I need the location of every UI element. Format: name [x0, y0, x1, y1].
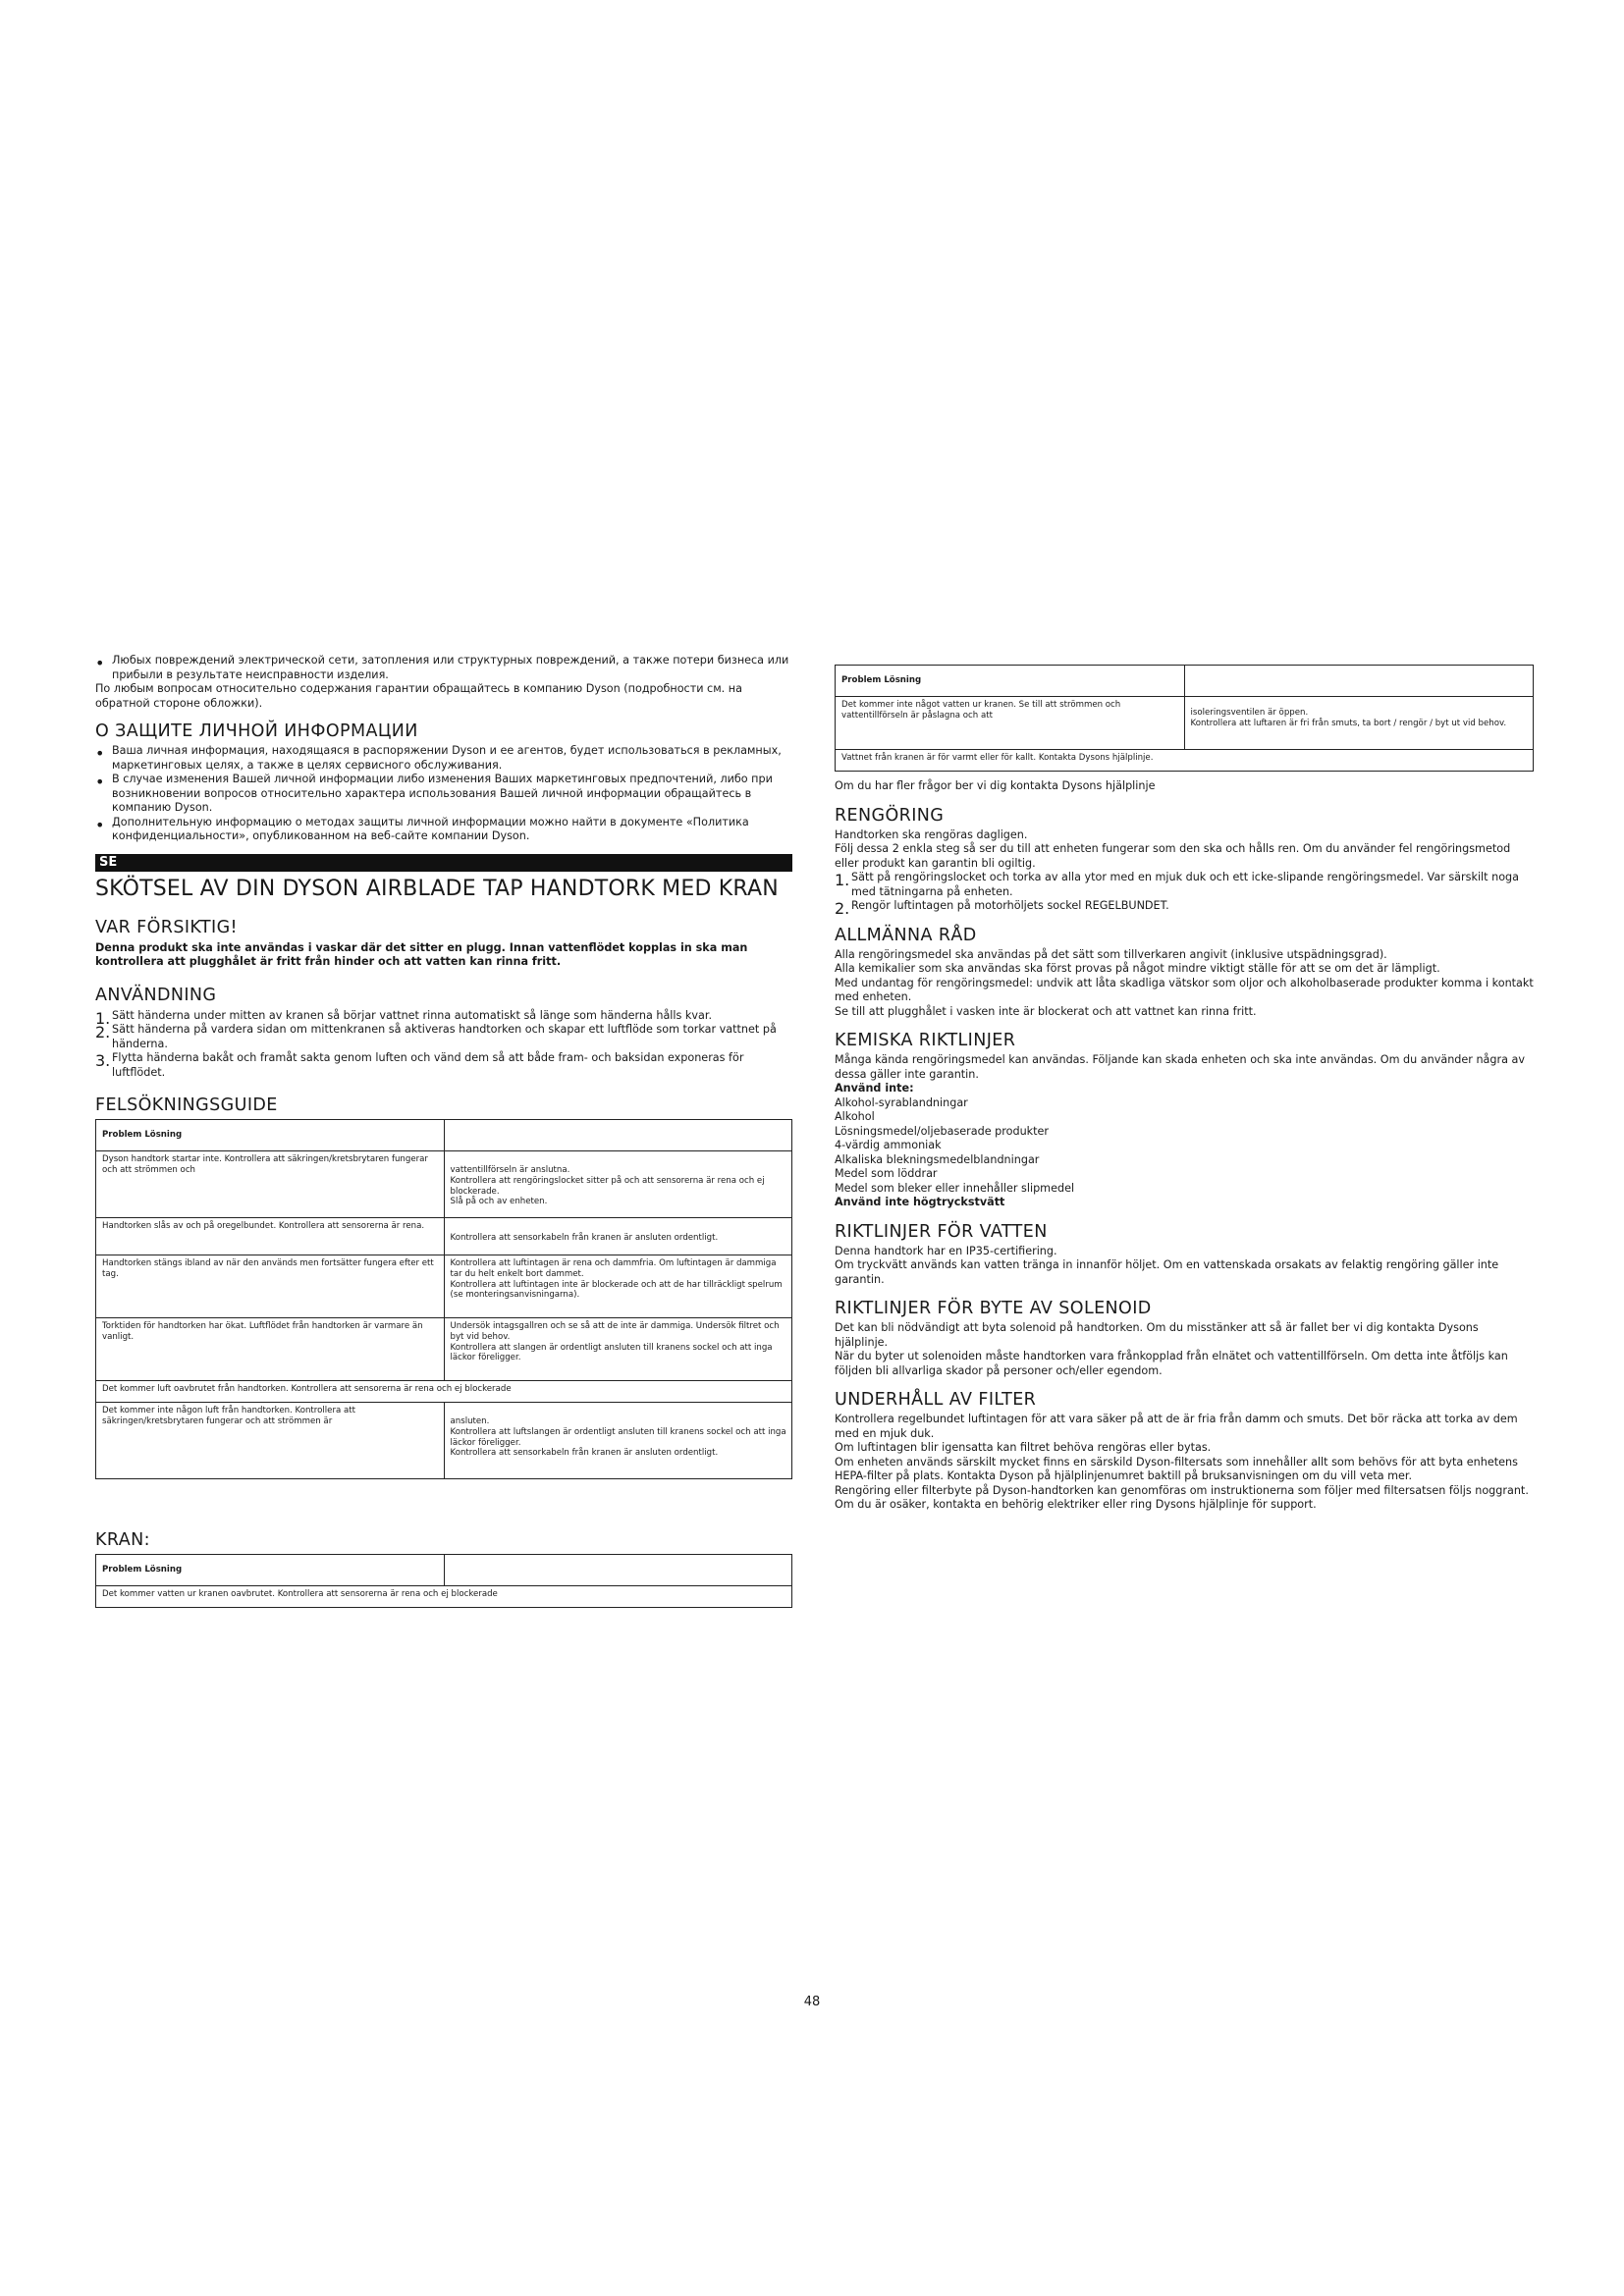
ru-bullet-text: Любых повреждений электрической сети, затопления или структурных повреждений, а также потери бизнеса или прибыли в результате неисправности изделия. — [112, 654, 789, 681]
problem-cell: Torktiden för handtorken har ökat. Luftflödet från handtorken är varmare än vanligt. — [96, 1318, 445, 1381]
table-header-row — [96, 1120, 792, 1151]
problem-cell: Handtorken stängs ibland av när den används men fortsätter fungera efter ett tag. — [96, 1255, 445, 1318]
anvandning-item — [95, 1051, 792, 1080]
table-header-cell: Problem Lösning — [96, 1555, 445, 1586]
solution-cell — [444, 1318, 792, 1381]
page-number: 48 — [803, 1995, 821, 2009]
solution-line: isoleringsventilen är öppen. — [1190, 708, 1309, 718]
allmanna-line: Alla kemikalier som ska användas ska först provas på något mindre viktigt ställe för att se om det är lämpligt. — [835, 962, 1440, 975]
item-text: Sätt på rengöringslocket och torka av alla ytor med en mjuk duk och ett icke-slipande rengöringsmedel. Var särskilt noga med tätningarna på enheten. — [851, 871, 1519, 898]
main-title: SKÖTSEL AV DIN DYSON AIRBLADE TAP HANDTORK MED KRAN — [95, 876, 779, 901]
filter-line: Om luftintagen blir igensatta kan filtret behöva rengöras eller bytas. — [835, 1441, 1212, 1454]
solution-cell — [444, 1403, 792, 1479]
kemiska-heading: KEMISKA RIKTLINJER — [835, 1031, 1016, 1050]
item-number: 1. — [95, 1008, 111, 1028]
kemiska-list-item: Medel som löddrar — [835, 1167, 938, 1180]
solution-line: Kontrollera att sensorkabeln från kranen är ansluten ordentligt. — [450, 1233, 719, 1243]
vatten-line: Om tryckvätt används kan vatten tränga in innanför höljet. Om en vattenskada orsakats av felaktig rengöring gäller inte garantin. — [835, 1258, 1499, 1286]
vatten-heading: RIKTLINJER FÖR VATTEN — [835, 1221, 1048, 1242]
solution-line: Kontrollera att rengöringslocket sitter på och att sensorerna är rena och ej blockerade. — [450, 1175, 765, 1197]
kemiska-list-item: Medel som bleker eller innehåller slipmedel — [835, 1181, 1075, 1195]
solution-line: Slå på och av enheten. — [450, 1197, 548, 1207]
solenoid-line: Det kan bli nödvändigt att byta solenoid på handtorken. Om du misstänker att så är fallet ber vi dig kontakta Dysons hjälplinje. — [835, 1321, 1479, 1349]
table-header-cell: Problem Lösning — [96, 1120, 445, 1151]
solution-cell — [444, 1218, 792, 1255]
solution-line: Kontrollera att luftslangen är ordentligt ansluten till kranens sockel och att inga läckor föreligger. — [450, 1426, 786, 1448]
rengoring-item — [835, 871, 1534, 899]
var-forsiktig-text: Denna produkt ska inte användas i vaskar där det sitter en plugg. Innan vattenflödet kopplas in ska man kontrollera att plugghålet är fritt från hinder och att vatten kan rinna fritt. — [95, 940, 748, 968]
solution-line: ansluten. — [450, 1416, 490, 1426]
solution-line: Undersök intagsgallren och se så att de inte är dammiga. Undersök filtret och byt vid behov. — [450, 1321, 780, 1342]
table-row — [96, 1218, 792, 1255]
solution-cell — [444, 1151, 792, 1218]
left-column — [95, 654, 792, 1608]
anvandning-item — [95, 1008, 792, 1028]
problem-cell: Dyson handtork startar inte. Kontrollera att säkringen/kretsbrytaren fungerar och att strömmen och — [96, 1151, 445, 1218]
table-header-cell: Problem Lösning — [836, 666, 1185, 697]
ru-privacy-heading: О ЗАЩИТЕ ЛИЧНОЙ ИНФОРМАЦИИ — [95, 721, 418, 741]
fragor-text: Om du har fler frågor ber vi dig kontakta Dysons hjälplinje — [835, 779, 1156, 792]
solution-line: vattentillförseln är anslutna. — [450, 1165, 570, 1175]
kran-heading: KRAN: — [95, 1530, 150, 1550]
problem-cell: Vattnet från kranen är för varmt eller för kallt. Kontakta Dysons hjälplinje. — [836, 750, 1534, 772]
solenoid-heading: RIKTLINJER FÖR BYTE AV SOLENOID — [835, 1299, 1152, 1318]
kemiska-bold-warning: Använd inte högtryckstvätt — [835, 1196, 1005, 1208]
problem-cell: Det kommer inte någon luft från handtorken. Kontrollera att säkringen/kretsbrytaren fungerar och att strömmen är — [96, 1403, 445, 1479]
rengoring-item — [835, 899, 1534, 918]
solution-line: Kontrollera att luftintagen är rena och dammfria. Om luftintagen är dammiga tar du helt enkelt bort dammet. — [450, 1258, 777, 1279]
problem-cell: Det kommer inte något vatten ur kranen. Se till att strömmen och vattentillförseln är påslagna och att — [836, 697, 1185, 750]
kran-table-continued — [835, 665, 1534, 772]
var-forsiktig-heading: VAR FÖRSIKTIG! — [95, 917, 238, 937]
right-column — [835, 665, 1534, 1513]
item-text: Sätt händerna på vardera sidan om mittenkranen så aktiveras handtorken och skapar ett luftflöde som torkar vattnet på händerna. — [112, 1023, 777, 1050]
filter-line: Rengöring eller filterbyte på Dyson-handtorken kan genomföras om instruktionerna som följer med filtersatsen följs noggrant. Om du är osäker, kontakta en behörig elektriker eller ring Dysons hjälplinje för support. — [835, 1483, 1529, 1511]
table-row — [836, 697, 1534, 750]
rengoring-text: Följ dessa 2 enkla steg så ser du till att enheten fungerar som den ska och hålls ren. Om du använder fel rengöringsmetod eller produkt kan garantin bli ogiltig. — [835, 842, 1511, 870]
filter-line: Kontrollera regelbundet luftintagen för att vara säker på att de är fria från damm och smuts. Det bör räcka att torka av dem med en mjuk duk. — [835, 1413, 1518, 1440]
ru-privacy-bullet — [95, 816, 792, 844]
language-bar-se: SE — [95, 854, 792, 872]
ru-privacy-bullet — [95, 744, 792, 773]
kemiska-text: Många kända rengöringsmedel kan användas. Följande kan skada enheten och ska inte användas. Om du använder några av dessa gäller inte garantin. — [835, 1053, 1525, 1081]
table-row — [836, 750, 1534, 772]
solution-line: Kontrollera att luftaren är fri från smuts, ta bort / rengör / byt ut vid behov. — [1190, 718, 1507, 728]
ru-privacy-bullet-text: Дополнительную информацию о методах защиты личной информации можно найти в документе «Политика конфиденциальности», опубликованном на веб-сайте компании Dyson. — [112, 815, 749, 842]
bullet-mark: • — [95, 815, 105, 834]
solenoid-line: När du byter ut solenoiden måste handtorken vara frånkopplad från elnätet och vattentillförseln. Om detta inte åtföljs kan följden bli allvarliga skador på personer och/eller egendom. — [835, 1350, 1508, 1377]
bullet-mark: • — [95, 773, 105, 791]
anvandning-item — [95, 1023, 792, 1051]
solution-line: Kontrollera att luftintagen inte är blockerade och att de har tillräckligt spelrum (se monteringsanvisningarna). — [450, 1279, 783, 1301]
table-header-row — [96, 1555, 792, 1586]
item-text: Rengör luftintagen på motorhöljets sockel REGELBUNDET. — [851, 899, 1169, 912]
item-number: 2. — [95, 1023, 111, 1041]
ru-bullet — [95, 654, 792, 682]
anvandning-heading: ANVÄNDNING — [95, 985, 217, 1005]
item-number: 1. — [835, 871, 850, 889]
item-number: 3. — [95, 1051, 111, 1070]
kemiska-list-item: Alkohol-syrablandningar — [835, 1095, 968, 1109]
bullet-mark: • — [95, 654, 105, 672]
table-row — [96, 1255, 792, 1318]
ru-warranty-paragraph: По любым вопросам относительно содержания гарантии обращайтесь в компанию Dyson (подробности см. на обратной стороне обложки). — [95, 682, 742, 710]
ru-privacy-bullet — [95, 773, 792, 816]
troubleshooting-table — [95, 1119, 792, 1479]
allmanna-heading: ALLMÄNNA RÅD — [835, 925, 977, 945]
filter-line: Om enheten används särskilt mycket finns en särskild Dyson-filtersats som innehåller allt som behövs för att byta enhetens HEPA-filter på plats. Kontakta Dyson på hjälplinjenumret baktill på bruksanvisningen om du vill veta mer. — [835, 1455, 1518, 1482]
ru-privacy-bullet-text: Ваша личная информация, находящаяся в распоряжении Dyson и ее агентов, будет использоваться в рекламных, маркетинговых целях, а также в целях сервисного обслуживания. — [112, 744, 782, 772]
solution-line: Kontrollera att sensorkabeln från kranen är ansluten ordentligt. — [450, 1448, 719, 1459]
solution-cell — [444, 1255, 792, 1318]
problem-cell: Det kommer luft oavbrutet från handtorken. Kontrollera att sensorerna är rena och ej blockerade — [96, 1381, 792, 1403]
allmanna-line: Med undantag för rengöringsmedel: undvik att låta skadliga vätskor som oljor och alkoholbaserade produkter komma i kontakt med enheten. — [835, 976, 1534, 1003]
item-number: 2. — [835, 899, 850, 918]
table-row — [96, 1403, 792, 1479]
ru-privacy-bullet-text: В случае изменения Вашей личной информации либо изменения Ваших маркетинговых предпочтений, либо при возникновении вопросов относительно характера использования Вашей личной информации обращайтесь в компанию Dyson. — [112, 773, 773, 814]
table-row — [96, 1318, 792, 1381]
kemiska-list-item: 4-värdig ammoniak — [835, 1139, 942, 1151]
rengoring-heading: RENGÖRING — [835, 805, 945, 826]
problem-cell: Handtorken slås av och på oregelbundet. Kontrollera att sensorerna är rena. — [96, 1218, 445, 1255]
solution-line: Kontrollera att slangen är ordentligt ansluten till kranens sockel och att inga läckor föreligger. — [450, 1342, 773, 1363]
felsokning-heading: FELSÖKNINGSGUIDE — [95, 1095, 278, 1115]
kemiska-list-item: Lösningsmedel/oljebaserade produkter — [835, 1124, 1050, 1138]
table-row — [96, 1381, 792, 1403]
table-header-cell-empty — [444, 1555, 792, 1586]
allmanna-line: Se till att plugghålet i vasken inte är blockerat och att vattnet kan rinna fritt. — [835, 1004, 1257, 1018]
kran-table — [95, 1554, 792, 1608]
kemiska-bold-label: Använd inte: — [835, 1082, 914, 1095]
solution-cell — [1184, 697, 1534, 750]
table-row — [96, 1586, 792, 1608]
vatten-line: Denna handtork har en IP35-certifiering. — [835, 1244, 1057, 1257]
item-text: Flytta händerna bakåt och framåt sakta genom luften och vänd dem så att både fram- och baksidan exponeras för luftflödet. — [112, 1051, 744, 1079]
allmanna-line: Alla rengöringsmedel ska användas på det sätt som tillverkaren angivit (inklusive utspädningsgrad). — [835, 947, 1387, 961]
table-header-cell-empty — [1184, 666, 1534, 697]
item-text: Sätt händerna under mitten av kranen så börjar vattnet rinna automatiskt så länge som händerna hålls kvar. — [112, 1008, 712, 1022]
bullet-mark: • — [95, 744, 105, 763]
rengoring-intro: Handtorken ska rengöras dagligen. — [835, 828, 1028, 841]
kemiska-list-item: Alkaliska blekningsmedelblandningar — [835, 1152, 1040, 1166]
table-header-cell-empty — [444, 1120, 792, 1151]
table-header-row — [836, 666, 1534, 697]
filter-heading: UNDERHÅLL AV FILTER — [835, 1390, 1037, 1410]
table-row — [96, 1151, 792, 1218]
kemiska-list-item: Alkohol — [835, 1110, 875, 1123]
problem-cell: Det kommer vatten ur kranen oavbrutet. Kontrollera att sensorerna är rena och ej blockerade — [96, 1586, 792, 1608]
